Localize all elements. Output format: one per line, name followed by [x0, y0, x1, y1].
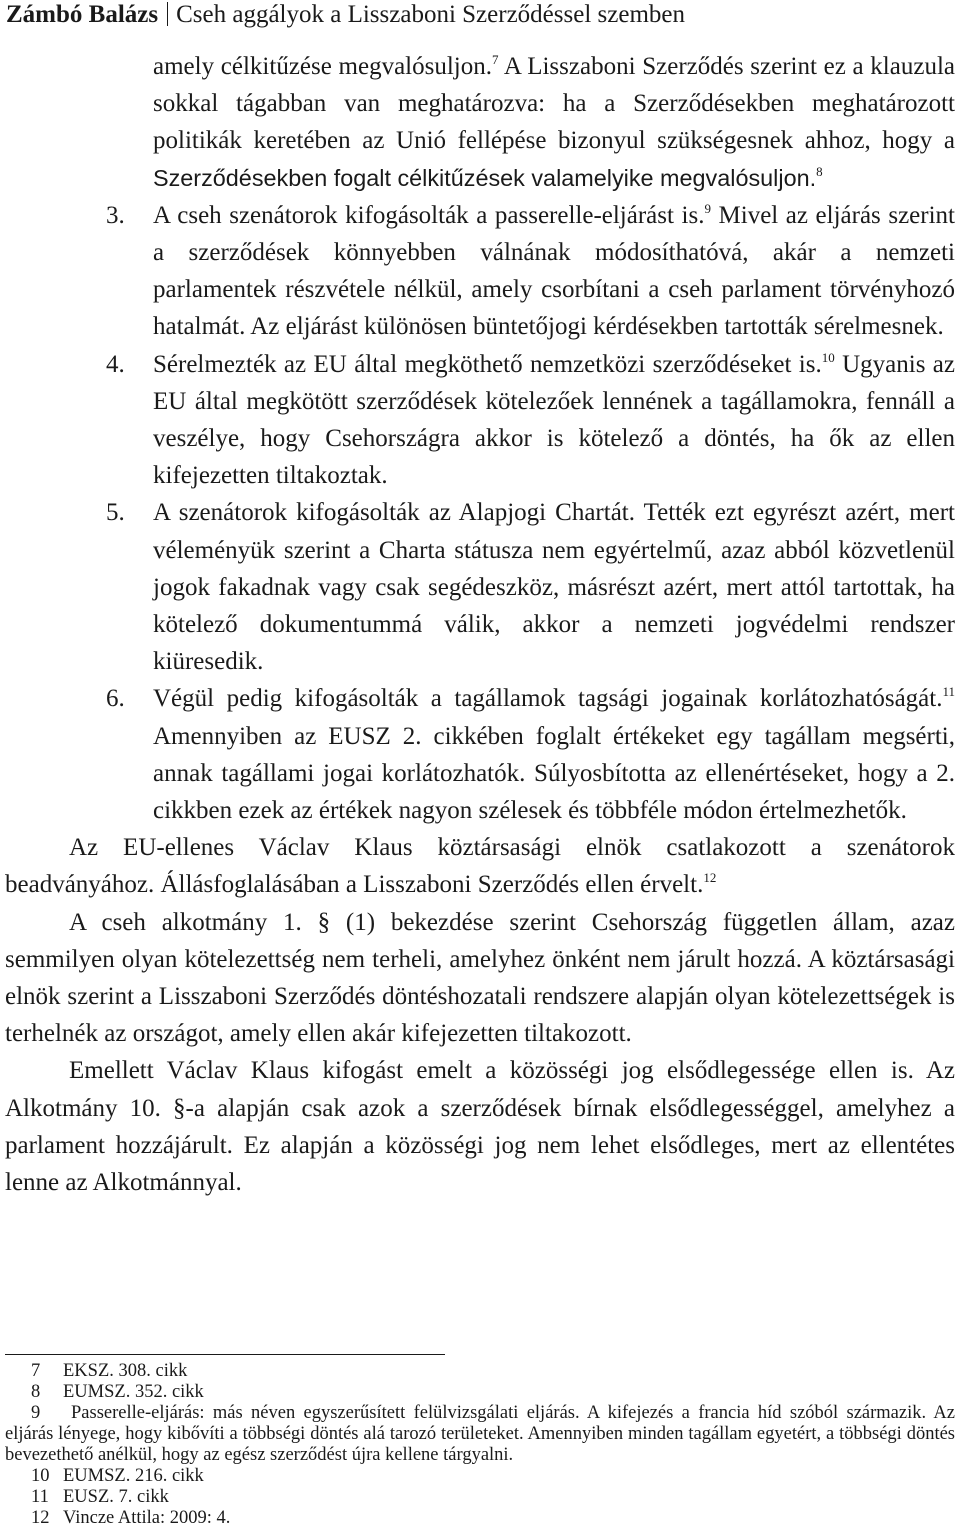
footnotes — [5, 1361, 955, 1529]
list-item-6: 6. Végül pedig kifogásolták a tagállamok tagsági jogainak korlátozhatóságát.$^{11}$ Amennyiben az EUSZ 2. cikkében foglalt értékeket egy tagállam megsérti, annak tagállami jogai korlátozhatók. Súlyosbította az ellenértéseket, hogy a 2. cikkben ezek az értékek nagyon szélesek és többféle módon értelmezhetők. — [153, 680, 955, 829]
footnote-ref-11: 11 — [942, 684, 955, 700]
header-separator — [167, 2, 168, 26]
footnote-ref-8: 8 — [816, 163, 823, 179]
list-item-4: 4. Sérelmezték az EU által megköthető nemzetközi szerződéseket is.$^{10}$ Ugyanis az EU által megkötött szerződések kötelezőek lennének a tagállamokra, fennáll a veszélye, hogy Csehországra akkor is kötelező a döntés, ha ők az ellen kifejezetten tiltakoztak. — [153, 346, 955, 495]
footnote: 12 Vincze Attila: 2009: 4. — [31, 1508, 231, 1528]
footnote: 11 EUSZ. 7. cikk — [31, 1487, 169, 1507]
paragraph-klaus: Az EU-ellenes Václav Klaus köztársasági elnök csatlakozott a szenátorok beadványához. Állásfoglalásában a Lisszaboni Szerződés ellen érvelt.$^{12}$ — [5, 834, 955, 899]
list-number: 5. — [106, 499, 125, 527]
footnote-ref-7: 7 — [492, 52, 499, 67]
footnote: 9 Passerelle-eljárás: más néven egyszerűsített felülvizsgálati eljárás. A kifejezés a francia híd szóból származik. Az eljárás lényege, hogy kibővíti a többségi döntés alá tarozó területeket. Amennyiben minden tagállam egyetért, a többségi döntés bevezethető anélkül, hogy az egész szerződést újra kellene tárgyalni. — [5, 1403, 955, 1465]
continued-paragraph: amely célkitűzése megvalósuljon.$^7$ A Lisszaboni Szerződés szerint ez a klauzula sokkal tágabban van meghatározva: ha a Szerződésekben meghatározott politikák keretében az Unió fellépése bizonyul szükségesnek ahhoz, hogy a Szerződésekben fogalt célkitűzések valamelyike megvalósuljon.$^8$ — [153, 52, 955, 191]
header-author: Zámbó Balázs — [6, 1, 159, 28]
running-header — [6, 0, 685, 30]
footnote-divider — [5, 1354, 445, 1355]
footnote: 7 EKSZ. 308. cikk — [31, 1361, 188, 1381]
footnote-ref-9: 9 — [704, 200, 711, 216]
footnote: 8 EUMSZ. 352. cikk — [31, 1382, 204, 1402]
footnote: 10 EUMSZ. 216. cikk — [31, 1466, 204, 1486]
paragraph-constitution: A cseh alkotmány 1. § (1) bekezdése szerint Csehország független állam, azaz semmilyen olyan kötelezettség nem terheli, amelyhez önként nem járult hozzá. A köztársasági elnök szerint a Lisszaboni Szerződés döntéshozatali rendszere alapján olyan kötelezettségek is terhelnék az országot, amely ellen akár kifejezetten tiltakozott. — [5, 908, 955, 1048]
footnote-ref-12: 12 — [703, 870, 717, 886]
list-item-5: 5. A szenátorok kifogásolták az Alapjogi Chartát. Tették ezt egyrészt azért, mert véleményük szerint a Charta státusza nem egyértelmű, azaz abból közvetlenül jogok fakadnak vagy csak segédeszköz, másrészt azért, mert attól tartottak, ha kötelező dokumentummá válik, akkor a nemzeti jogvédelmi rendszer kiüresedik. — [153, 494, 955, 680]
list-number: 3. — [106, 201, 125, 229]
header-title: Cseh aggályok a Lisszaboni Szerződéssel szemben — [176, 1, 685, 28]
paragraph-primacy: Emellett Václav Klaus kifogást emelt a közösségi jog elsődlegessége ellen is. Az Alkotmány 10. §-a alapján csak azok a szerződések bírnak elsődlegességgel, amelyhez a parlament hozzájárult. Ez alapján a közösségi jog nem lehet elsődleges, mert az ellentétes lenne az Alkotmánnyal. — [5, 1057, 955, 1197]
list-number: 4. — [106, 350, 125, 378]
main-text — [5, 48, 955, 1201]
footnote-ref-10: 10 — [821, 349, 835, 365]
list-item-3: 3. A cseh szenátorok kifogásolták a passerelle-eljárást is.$^9$ Mivel az eljárás szerint a szerződések könnyebben válnának módosíthatóvá, akár a nemzeti parlamentek részvétele nélkül, amely csorbítani a cseh parlament törvényhozó hatalmát. Az eljárást különösen büntetőjogi kérdésekben tartották sérelmesnek. — [153, 197, 955, 346]
list-number: 6. — [106, 685, 125, 713]
